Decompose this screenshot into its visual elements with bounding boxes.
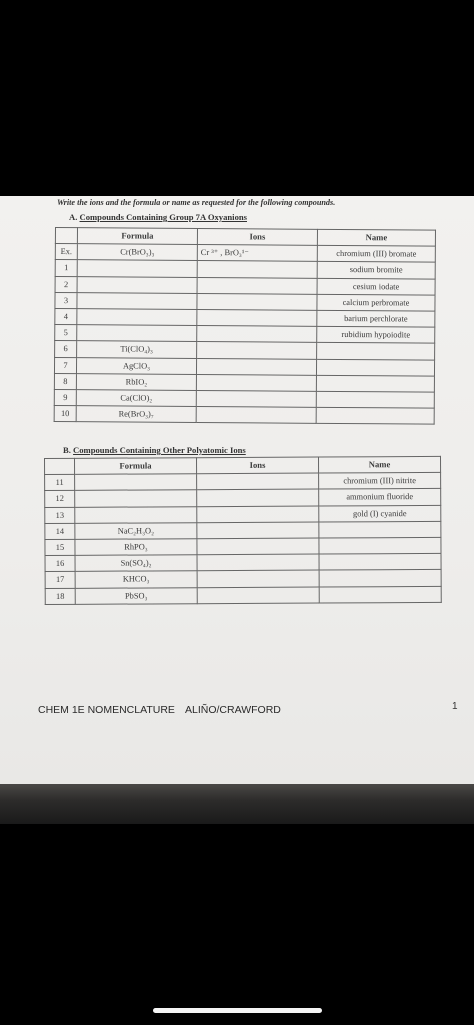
formula-cell: RhPO₃ <box>75 539 197 556</box>
section-a-title: A. Compounds Containing Group 7A Oxyanions <box>69 212 247 222</box>
header-ions: Ions <box>197 228 317 245</box>
formula-cell: NaC₂H₃O₂ <box>75 522 197 539</box>
name-cell: chromium (III) nitrite <box>319 473 441 490</box>
row-number: 9 <box>54 389 76 405</box>
name-cell <box>317 343 435 360</box>
formula-cell: Re(BrO₃)₇ <box>76 406 196 423</box>
ions-cell: Cr ³⁺ , BrO₃¹⁻ <box>197 245 317 262</box>
row-number: 8 <box>54 373 76 389</box>
row-number: 14 <box>45 523 75 539</box>
formula-cell: KHCO₃ <box>75 571 197 588</box>
section-b-table <box>44 456 442 605</box>
name-cell <box>316 375 434 392</box>
ions-cell <box>197 506 319 523</box>
header-name: Name <box>317 229 435 246</box>
ions-cell <box>197 293 317 310</box>
formula-cell <box>75 506 197 523</box>
name-cell: rubidium hypoiodite <box>317 326 435 343</box>
row-number: 16 <box>45 555 75 571</box>
formula-cell: AgClO₃ <box>76 357 196 374</box>
formula-cell <box>77 309 197 326</box>
formula-cell <box>77 292 197 309</box>
ions-cell <box>197 342 317 359</box>
name-cell: calcium perbromate <box>317 294 435 311</box>
name-cell <box>319 570 441 587</box>
ions-cell <box>197 489 319 506</box>
formula-cell: Sn(SO₄)₂ <box>75 555 197 572</box>
name-cell <box>316 391 434 408</box>
formula-cell: Ti(ClO₄)₃ <box>77 341 197 358</box>
name-cell: sodium bromite <box>317 262 435 279</box>
formula-cell <box>77 325 197 342</box>
name-cell: barium perchlorate <box>317 310 435 327</box>
name-cell <box>319 521 441 538</box>
row-number: 13 <box>45 507 75 523</box>
header-formula: Formula <box>77 228 197 245</box>
ions-cell <box>197 473 319 490</box>
section-b-title: B. Compounds Containing Other Polyatomic Ions <box>63 445 246 455</box>
formula-cell: Ca(ClO)₂ <box>76 390 196 407</box>
name-cell: gold (I) cyanide <box>319 505 441 522</box>
row-number: 15 <box>45 539 75 555</box>
ions-cell <box>196 358 316 375</box>
row-number: 11 <box>45 475 75 491</box>
name-cell <box>316 407 434 424</box>
header-name: Name <box>318 456 440 473</box>
row-number: 3 <box>55 292 77 308</box>
row-number: 17 <box>45 572 75 588</box>
row-number: 7 <box>54 357 76 373</box>
ions-cell <box>197 570 319 587</box>
ions-cell <box>197 554 319 571</box>
name-cell <box>316 359 434 376</box>
row-number: 18 <box>45 588 75 604</box>
row-number: 10 <box>54 406 76 422</box>
page-number: 1 <box>452 701 458 712</box>
row-number: Ex. <box>55 244 77 260</box>
formula-cell: RbIO₂ <box>76 373 196 390</box>
desk-surface <box>0 784 474 824</box>
row-number: 12 <box>45 491 75 507</box>
row-number: 1 <box>55 260 77 276</box>
row-number: 5 <box>55 325 77 341</box>
row-number: 2 <box>55 276 77 292</box>
ions-cell <box>197 587 319 604</box>
header-num <box>55 228 77 244</box>
table-row <box>54 406 434 425</box>
formula-cell <box>75 490 197 507</box>
formula-cell: PbSO₃ <box>75 587 197 604</box>
row-number: 4 <box>55 308 77 324</box>
name-cell: chromium (III) bromate <box>317 246 435 263</box>
instructions: Write the ions and the formula or name as requested for the following compounds. <box>57 198 336 207</box>
formula-cell <box>77 260 197 277</box>
ions-cell <box>197 277 317 294</box>
formula-cell <box>75 474 197 491</box>
home-indicator[interactable] <box>153 1008 322 1013</box>
formula-cell: Cr(BrO₃)₃ <box>77 244 197 261</box>
header-num <box>45 458 75 474</box>
ions-cell <box>197 261 317 278</box>
table-row <box>45 586 441 604</box>
name-cell <box>319 554 441 571</box>
formula-cell <box>77 276 197 293</box>
footer-authors: ALIÑO/CRAWFORD <box>185 704 281 716</box>
ions-cell <box>197 522 319 539</box>
ions-cell <box>197 309 317 326</box>
header-formula: Formula <box>75 458 197 475</box>
footer-course: CHEM 1E NOMENCLATURE <box>38 704 175 716</box>
name-cell: ammonium fluoride <box>319 489 441 506</box>
ions-cell <box>197 326 317 343</box>
header-ions: Ions <box>197 457 319 474</box>
section-a-table <box>54 227 436 425</box>
ions-cell <box>196 390 316 407</box>
ions-cell <box>196 407 316 424</box>
name-cell <box>319 537 441 554</box>
name-cell <box>319 586 441 603</box>
name-cell: cesium iodate <box>317 278 435 295</box>
ions-cell <box>196 374 316 391</box>
ions-cell <box>197 538 319 555</box>
row-number: 6 <box>55 341 77 357</box>
